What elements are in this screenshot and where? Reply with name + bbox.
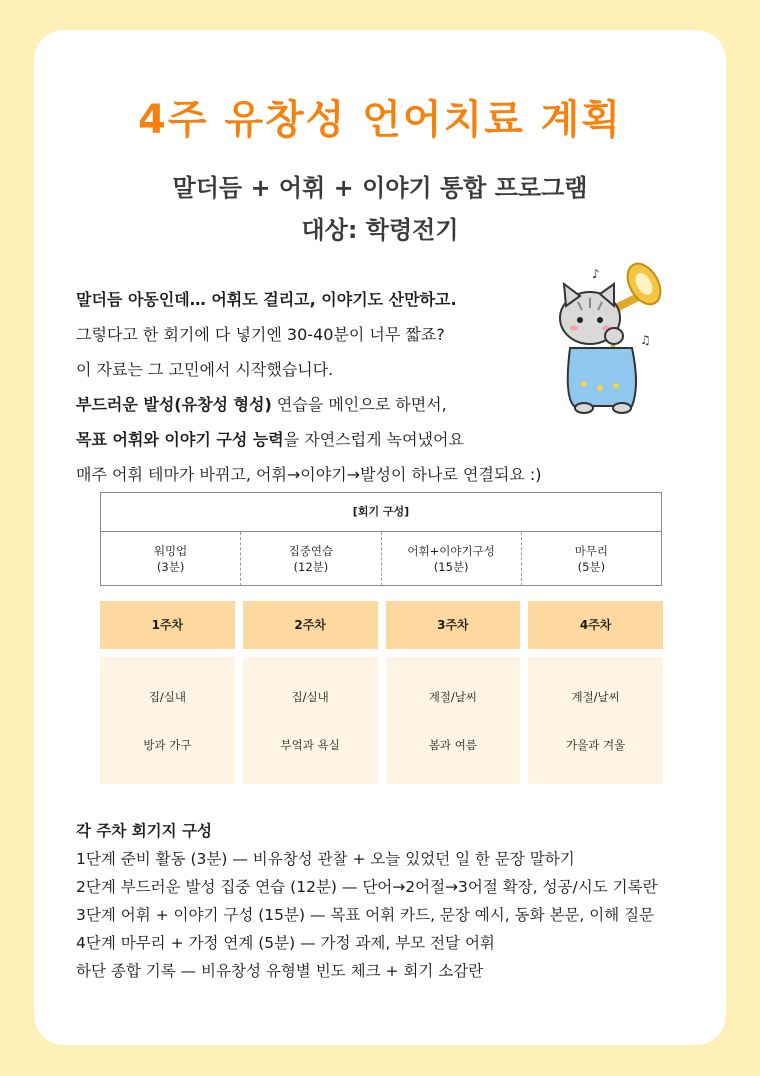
structure-step-4: 4단계 마무리 + 가정 연계 (5분) — 가정 과제, 부모 전달 어휘 <box>76 934 495 952</box>
intro-line-3: 이 자료는 그 고민에서 시작했습니다. <box>76 360 334 379</box>
week-header: 4주차 <box>528 601 663 649</box>
week-body <box>100 657 235 784</box>
intro-line-4-bold: 부드러운 발성(유창성 형성) <box>76 395 272 414</box>
week-topic: 방과 가구 <box>143 738 192 752</box>
structure-step-3: 3단계 어휘 + 이야기 구성 (15분) — 목표 어휘 카드, 문장 예시, 동화 본문, 이해 질문 <box>76 906 655 924</box>
session-table-header: [회기 구성] <box>101 493 661 532</box>
week-theme: 집/실내 <box>291 690 329 704</box>
session-cell-time: (3분) <box>156 560 185 574</box>
week-column-4 <box>528 601 663 784</box>
intro-line-5 <box>76 422 636 457</box>
intro-line-2: 그렇다고 한 회기에 다 넣기엔 30-40분이 너무 짧죠? <box>76 325 445 344</box>
session-cell-time: (12분) <box>293 560 329 574</box>
session-cell-warmup <box>101 532 241 586</box>
week-header: 2주차 <box>243 601 378 649</box>
session-cell-wrapup <box>522 532 661 586</box>
week-body <box>528 657 663 784</box>
session-cell-time: (15분) <box>433 560 469 574</box>
week-column-1 <box>100 601 235 784</box>
session-cell-name: 어휘+이야기구성 <box>407 544 495 558</box>
week-header: 1주차 <box>100 601 235 649</box>
intro-line-1: 말더듬 아동인데… 어휘도 걸리고, 이야기도 산만하고. <box>76 290 457 309</box>
svg-text:♪: ♪ <box>592 267 600 281</box>
week-column-2 <box>243 601 378 784</box>
session-cell-time: (5분) <box>577 560 606 574</box>
week-topic: 봄과 여름 <box>428 738 477 752</box>
week-topic: 부엌과 욕실 <box>280 738 340 752</box>
page-subtitle: 말더듬 + 어휘 + 이야기 통합 프로그램 <box>172 174 588 202</box>
session-table-row <box>101 532 661 586</box>
week-header: 3주차 <box>386 601 521 649</box>
session-cell-name: 마무리 <box>574 544 609 558</box>
session-sheet-structure <box>76 817 716 985</box>
structure-heading: 각 주차 회기지 구성 <box>76 822 212 840</box>
intro-line-5-rest: 을 자연스럽게 녹여냈어요 <box>283 430 464 449</box>
week-body <box>386 657 521 784</box>
week-theme: 집/실내 <box>148 690 186 704</box>
week-topic: 가을과 겨울 <box>566 738 626 752</box>
week-theme: 계절/날씨 <box>428 690 478 704</box>
svg-text:♫: ♫ <box>640 333 651 347</box>
intro-line-4-rest: 연습을 메인으로 하면서, <box>271 395 447 414</box>
cat-trumpet-illustration <box>540 256 670 416</box>
week-column-3 <box>386 601 521 784</box>
structure-step-1: 1단계 준비 활동 (3분) — 비유창성 관찰 + 오늘 있었던 일 한 문장 말하기 <box>76 850 575 868</box>
structure-step-2: 2단계 부드러운 발성 집중 연습 (12분) — 단어→2어절→3어절 확장, 성공/시도 기록란 <box>76 878 658 896</box>
weekly-theme-grid <box>100 601 663 784</box>
session-cell-vocab-story <box>382 532 522 586</box>
week-theme: 계절/날씨 <box>571 690 620 704</box>
page-title: 4주 유창성 언어치료 계획 <box>137 97 622 143</box>
session-cell-name: 워밍업 <box>153 544 188 558</box>
intro-line-6: 매주 어휘 테마가 바뀌고, 어휘→이야기→발성이 하나로 연결되요 :) <box>76 465 542 484</box>
intro-line-5-bold: 목표 어휘와 이야기 구성 능력 <box>76 430 284 449</box>
structure-summary-record: 하단 종합 기록 — 비유창성 유형별 빈도 체크 + 회기 소감란 <box>76 962 484 980</box>
target-audience: 대상: 학령전기 <box>301 216 459 244</box>
session-cell-name: 집중연습 <box>288 544 334 558</box>
week-body <box>243 657 378 784</box>
session-cell-focused-practice <box>241 532 381 586</box>
session-structure-table <box>100 492 662 586</box>
